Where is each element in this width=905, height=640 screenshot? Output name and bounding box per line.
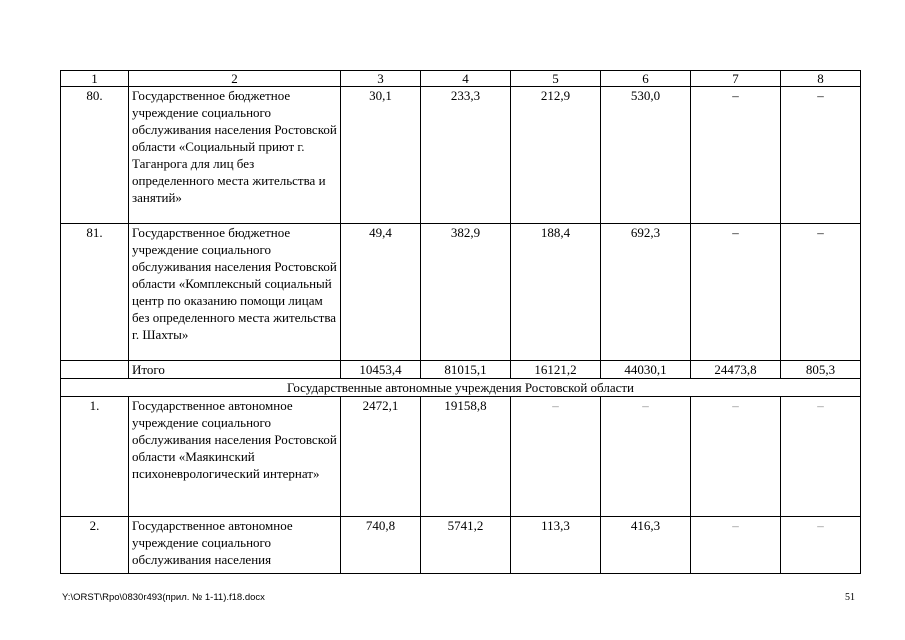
header-cell: 4	[421, 71, 511, 87]
row-number: 1.	[61, 397, 129, 517]
value-cell: 188,4	[511, 224, 601, 361]
value-cell: –	[781, 517, 861, 574]
row-number: 2.	[61, 517, 129, 574]
empty-cell	[61, 361, 129, 379]
header-row	[61, 71, 861, 87]
table-row	[61, 517, 861, 574]
value-cell: –	[601, 397, 691, 517]
header-cell: 6	[601, 71, 691, 87]
value-cell: 30,1	[341, 87, 421, 224]
table-row	[61, 224, 861, 361]
value-cell: –	[691, 517, 781, 574]
budget-table	[60, 70, 861, 574]
value-cell: 113,3	[511, 517, 601, 574]
institution-name: Государственное автономное учреждение социального обслуживания населения	[129, 517, 341, 574]
value-cell: –	[691, 397, 781, 517]
header-cell: 7	[691, 71, 781, 87]
header-cell: 1	[61, 71, 129, 87]
total-value: 805,3	[781, 361, 861, 379]
section-title: Государственные автономные учреждения Ростовской области	[61, 379, 861, 397]
header-cell: 2	[129, 71, 341, 87]
section-row	[61, 379, 861, 397]
institution-name: Государственное автономное учреждение социального обслуживания населения Ростовской области «Маякинский психоневрологический интернат»	[129, 397, 341, 517]
value-cell: –	[691, 87, 781, 224]
value-cell: –	[691, 224, 781, 361]
value-cell: –	[781, 87, 861, 224]
value-cell: 740,8	[341, 517, 421, 574]
total-value: 24473,8	[691, 361, 781, 379]
institution-name: Государственное бюджетное учреждение социального обслуживания населения Ростовской области «Социальный приют г. Таганрога для лиц без определенного места жительства и занятий»	[129, 87, 341, 224]
row-number: 81.	[61, 224, 129, 361]
table-row	[61, 87, 861, 224]
header-cell: 3	[341, 71, 421, 87]
total-label: Итого	[129, 361, 341, 379]
total-value: 44030,1	[601, 361, 691, 379]
institution-name: Государственное бюджетное учреждение социального обслуживания населения Ростовской области «Комплексный социальный центр по оказанию помощи лицам без определенного места жительства г. Шахты»	[129, 224, 341, 361]
row-number: 80.	[61, 87, 129, 224]
total-value: 16121,2	[511, 361, 601, 379]
value-cell: 212,9	[511, 87, 601, 224]
page-number: 51	[845, 592, 855, 603]
value-cell: –	[781, 224, 861, 361]
value-cell: 692,3	[601, 224, 691, 361]
table-row	[61, 397, 861, 517]
value-cell: 5741,2	[421, 517, 511, 574]
total-row	[61, 361, 861, 379]
value-cell: 233,3	[421, 87, 511, 224]
value-cell: 2472,1	[341, 397, 421, 517]
file-path: Y:\ORST\Rpo\0830r493(прил. № 1-11).f18.docx	[62, 592, 265, 603]
value-cell: 49,4	[341, 224, 421, 361]
header-cell: 8	[781, 71, 861, 87]
value-cell: 382,9	[421, 224, 511, 361]
header-cell: 5	[511, 71, 601, 87]
total-value: 81015,1	[421, 361, 511, 379]
value-cell: 530,0	[601, 87, 691, 224]
value-cell: 416,3	[601, 517, 691, 574]
value-cell: 19158,8	[421, 397, 511, 517]
value-cell: –	[511, 397, 601, 517]
value-cell: –	[781, 397, 861, 517]
total-value: 10453,4	[341, 361, 421, 379]
